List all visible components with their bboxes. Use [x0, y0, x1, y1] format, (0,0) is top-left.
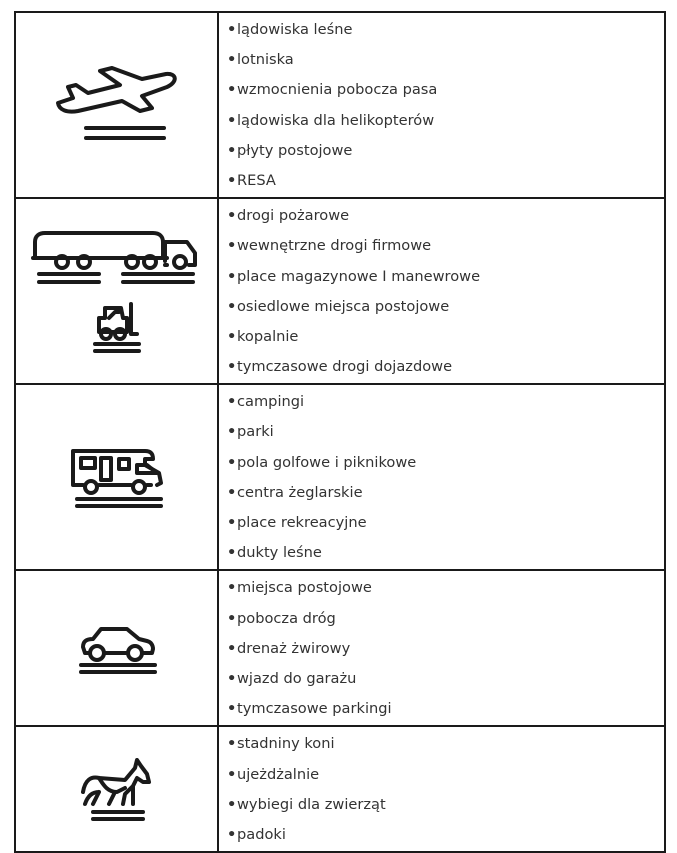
camper-van-icon: [69, 445, 165, 509]
list-item: [227, 387, 664, 417]
bullet: •: [227, 327, 237, 345]
icon-cell: [15, 12, 218, 198]
list-item: [227, 45, 664, 75]
bullet: •: [227, 483, 237, 501]
icon-cell: [15, 198, 218, 384]
bullet: •: [227, 171, 237, 189]
table-row: [15, 384, 665, 570]
icon-cell: [15, 726, 218, 852]
list-item: [227, 201, 664, 231]
icon-cell: [15, 384, 218, 570]
bullet: •: [227, 453, 237, 471]
list-item-label: stadniny koni: [237, 735, 335, 753]
icon-cell: [15, 570, 218, 726]
list-item-label: pola golfowe i piknikowe: [237, 453, 417, 471]
list-item: [227, 729, 664, 759]
table-row: [15, 726, 665, 852]
bullet: •: [227, 639, 237, 657]
list-item: [227, 664, 664, 694]
bullet: •: [227, 795, 237, 813]
bullet: •: [227, 358, 237, 376]
list-item: [227, 292, 664, 322]
list-item-label: wewnętrzne drogi firmowe: [237, 237, 432, 255]
list-item: [227, 478, 664, 508]
list-item: [227, 262, 664, 292]
list-item: [227, 573, 664, 603]
list-item-label: wybiegi dla zwierząt: [237, 795, 386, 813]
list-item-label: płyty postojowe: [237, 141, 353, 159]
bullet: •: [227, 544, 237, 562]
airplane-takeoff-icon: [52, 60, 182, 150]
list-item-label: lądowiska leśne: [237, 21, 353, 38]
list-item-label: campingi: [237, 393, 305, 411]
list-cell: [218, 198, 665, 384]
list-item-label: centra żeglarskie: [237, 483, 363, 501]
bullet: •: [227, 700, 237, 718]
list-cell: [218, 384, 665, 570]
list-item-label: pobocza dróg: [237, 609, 336, 627]
bullet: •: [227, 267, 237, 285]
list-item-label: drogi pożarowe: [237, 207, 350, 225]
list-item-label: tymczasowe drogi dojazdowe: [237, 358, 453, 376]
list-item-label: tymczasowe parkingi: [237, 700, 392, 718]
list-item-label: place magazynowe I manewrowe: [237, 267, 481, 285]
list-item-label: wzmocnienia pobocza pasa: [237, 81, 438, 99]
list-item-label: kopalnie: [237, 327, 299, 345]
table-row: [15, 198, 665, 384]
list-cell: [218, 570, 665, 726]
horse-icon: [79, 756, 155, 822]
bullet: •: [227, 825, 237, 843]
list-item: [227, 604, 664, 634]
list-item: [227, 231, 664, 261]
list-item: [227, 820, 664, 850]
list-item: [227, 322, 664, 352]
list-item: [227, 760, 664, 790]
list-item-label: ujeżdżalnie: [237, 765, 320, 783]
list-item: [227, 448, 664, 478]
list-item-label: lotniska: [237, 51, 294, 69]
list-item-label: dukty leśne: [237, 544, 322, 562]
list-item-label: RESA: [237, 171, 276, 189]
bullet: •: [227, 21, 237, 38]
list-item: [227, 634, 664, 664]
list-item: [227, 136, 664, 166]
list-item: [227, 508, 664, 538]
list-item-label: drenaż żwirowy: [237, 639, 351, 657]
bullet: •: [227, 51, 237, 69]
list-item: [227, 538, 664, 568]
bullet: •: [227, 111, 237, 129]
bullet: •: [227, 735, 237, 753]
list-cell: [218, 726, 665, 852]
list-item: [227, 790, 664, 820]
bullet: •: [227, 514, 237, 531]
bullet: •: [227, 237, 237, 255]
bullet: •: [227, 141, 237, 159]
table-row: [15, 570, 665, 726]
forklift-icon: [91, 300, 143, 354]
list-item: [227, 352, 664, 382]
list-item: [227, 417, 664, 447]
bullet: •: [227, 669, 237, 687]
list-item-label: lądowiska dla helikopterów: [237, 111, 435, 129]
list-item: [227, 15, 664, 45]
list-item: [227, 106, 664, 136]
list-item-label: miejsca postojowe: [237, 579, 372, 597]
usage-table: [14, 11, 666, 853]
bullet: •: [227, 297, 237, 315]
list-item-label: wjazd do garażu: [237, 669, 357, 687]
list-item: [227, 75, 664, 105]
car-icon: [77, 621, 157, 675]
tanker-truck-icon: [29, 228, 204, 286]
bullet: •: [227, 393, 237, 411]
list-item-label: padoki: [237, 825, 286, 843]
list-item-label: place rekreacyjne: [237, 514, 367, 531]
bullet: •: [227, 81, 237, 99]
bullet: •: [227, 423, 237, 441]
list-item-label: parki: [237, 423, 274, 441]
list-item: [227, 694, 664, 724]
list-cell: [218, 12, 665, 198]
bullet: •: [227, 579, 237, 597]
bullet: •: [227, 765, 237, 783]
bullet: •: [227, 609, 237, 627]
list-item: [227, 166, 664, 196]
table-row: [15, 12, 665, 198]
list-item-label: osiedlowe miejsca postojowe: [237, 297, 450, 315]
bullet: •: [227, 207, 237, 225]
